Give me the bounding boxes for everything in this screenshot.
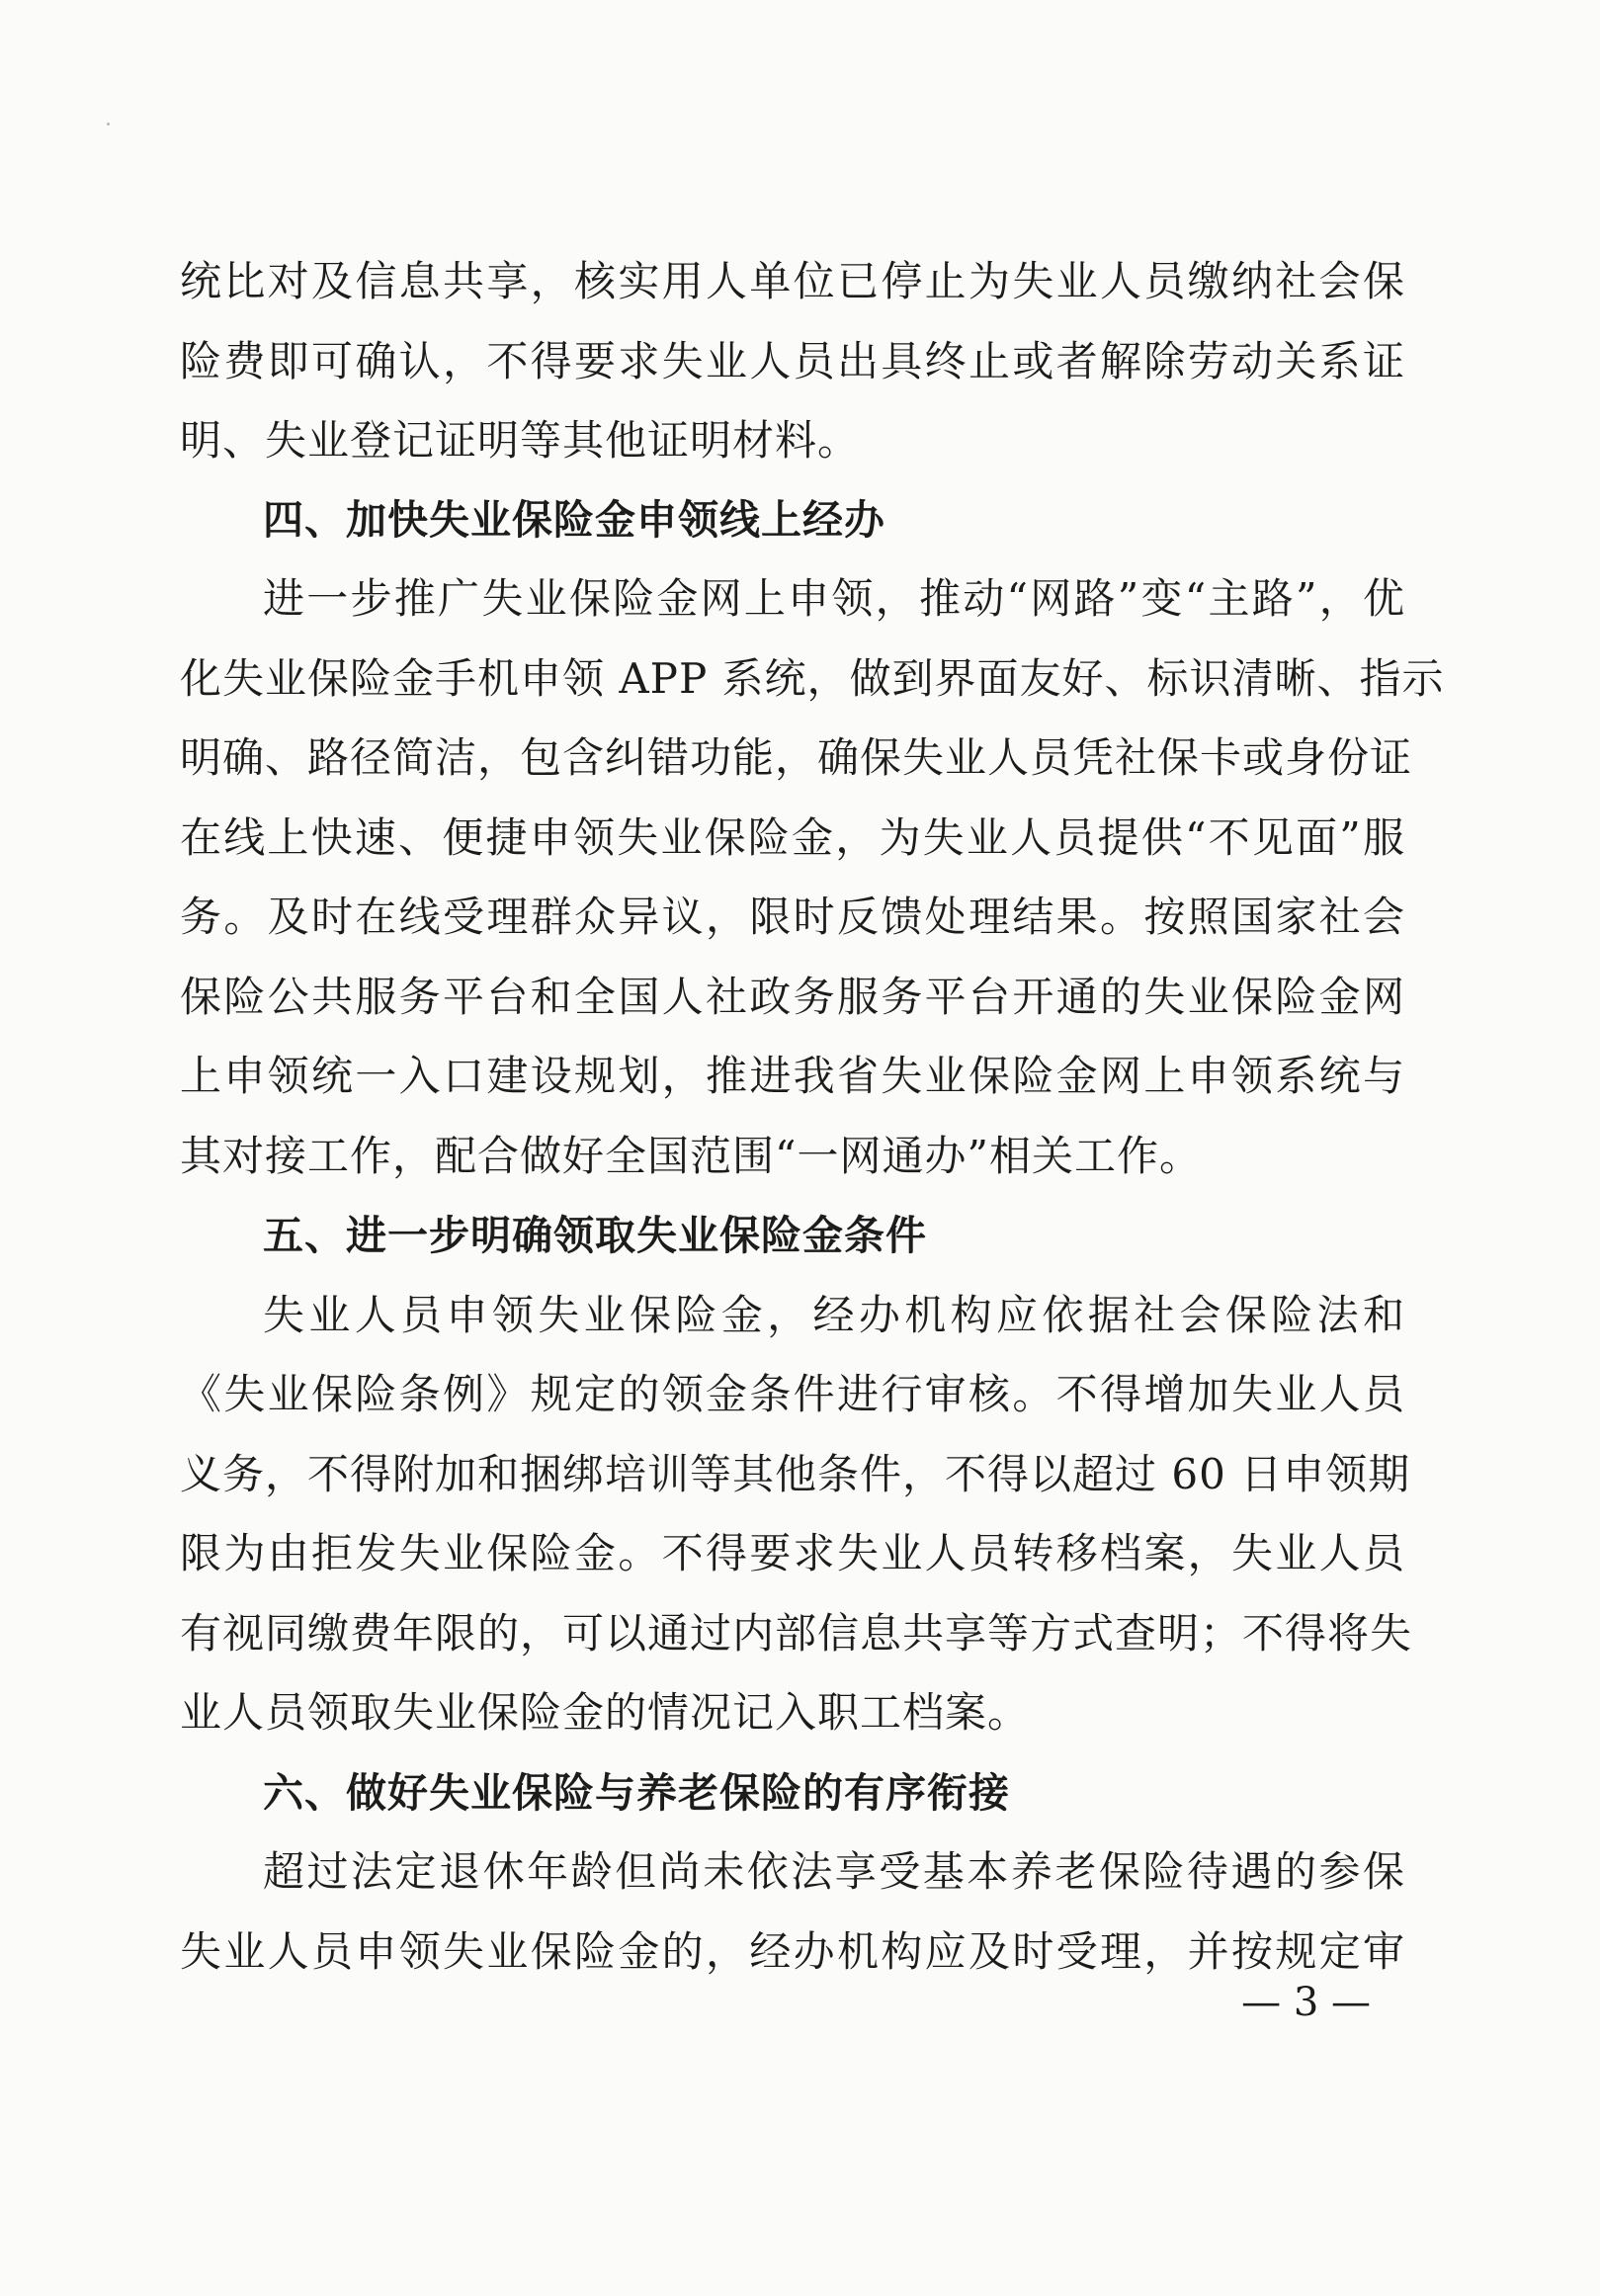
page-number: — 3 — — [1241, 1980, 1371, 2025]
paragraph-line: 超过法定退休年龄但尚未依法享受基本养老保险待遇的参保 — [263, 1847, 1405, 1896]
paragraph-line: 《失业保险条例》规定的领金条件进行审核。不得增加失业人员 — [180, 1370, 1405, 1418]
paragraph-line: 统比对及信息共享，核实用人单位已停止为失业人员缴纳社会保 — [180, 257, 1405, 305]
paragraph-line: 险费即可确认，不得要求失业人员出具终止或者解除劳动关系证 — [180, 337, 1405, 385]
section-heading: 四、加快失业保险金申领线上经办 — [263, 496, 885, 544]
paragraph-line: 失业人员申领失业保险金的，经办机构应及时受理，并按规定审 — [180, 1927, 1405, 1976]
paragraph-line: 进一步推广失业保险金网上申领，推动“网路”变“主路”，优 — [263, 574, 1405, 623]
paragraph-line: 限为由拒发失业保险金。不得要求失业人员转移档案，失业人员 — [180, 1529, 1405, 1577]
paragraph-line: 化失业保险金手机申领 APP 系统，做到界面友好、标识清晰、指示 — [180, 654, 1445, 703]
paragraph-line: 保险公共服务平台和全国人社政务服务平台开通的失业保险金网 — [180, 973, 1405, 1021]
paragraph-line: 明、失业登记证明等其他证明材料。 — [180, 416, 861, 465]
paragraph-line: 明确、路径简洁，包含纠错功能，确保失业人员凭社保卡或身份证 — [180, 733, 1413, 782]
paragraph-line: 务。及时在线受理群众异议，限时反馈处理结果。按照国家社会 — [180, 893, 1405, 941]
paragraph-line: 上申领统一入口建设规划，推进我省失业保险金网上申领系统与 — [180, 1052, 1405, 1100]
paragraph-line: 失业人员申领失业保险金，经办机构应依据社会保险法和 — [263, 1291, 1405, 1339]
scan-speck — [107, 123, 110, 126]
paragraph-line: 义务，不得附加和捆绑培训等其他条件，不得以超过 60 日申领期 — [180, 1450, 1411, 1498]
paragraph-line: 有视同缴费年限的，可以通过内部信息共享等方式查明；不得将失 — [180, 1609, 1413, 1658]
paragraph-line: 在线上快速、便捷申领失业保险金，为失业人员提供“不见面”服 — [180, 813, 1405, 862]
paragraph-line: 业人员领取失业保险金的情况记入职工档案。 — [180, 1688, 1031, 1737]
section-heading: 六、做好失业保险与养老保险的有序衔接 — [263, 1769, 1010, 1817]
section-heading: 五、进一步明确领取失业保险金条件 — [263, 1212, 927, 1259]
paragraph-line: 其对接工作，配合做好全国范围“一网通办”相关工作。 — [180, 1132, 1202, 1180]
